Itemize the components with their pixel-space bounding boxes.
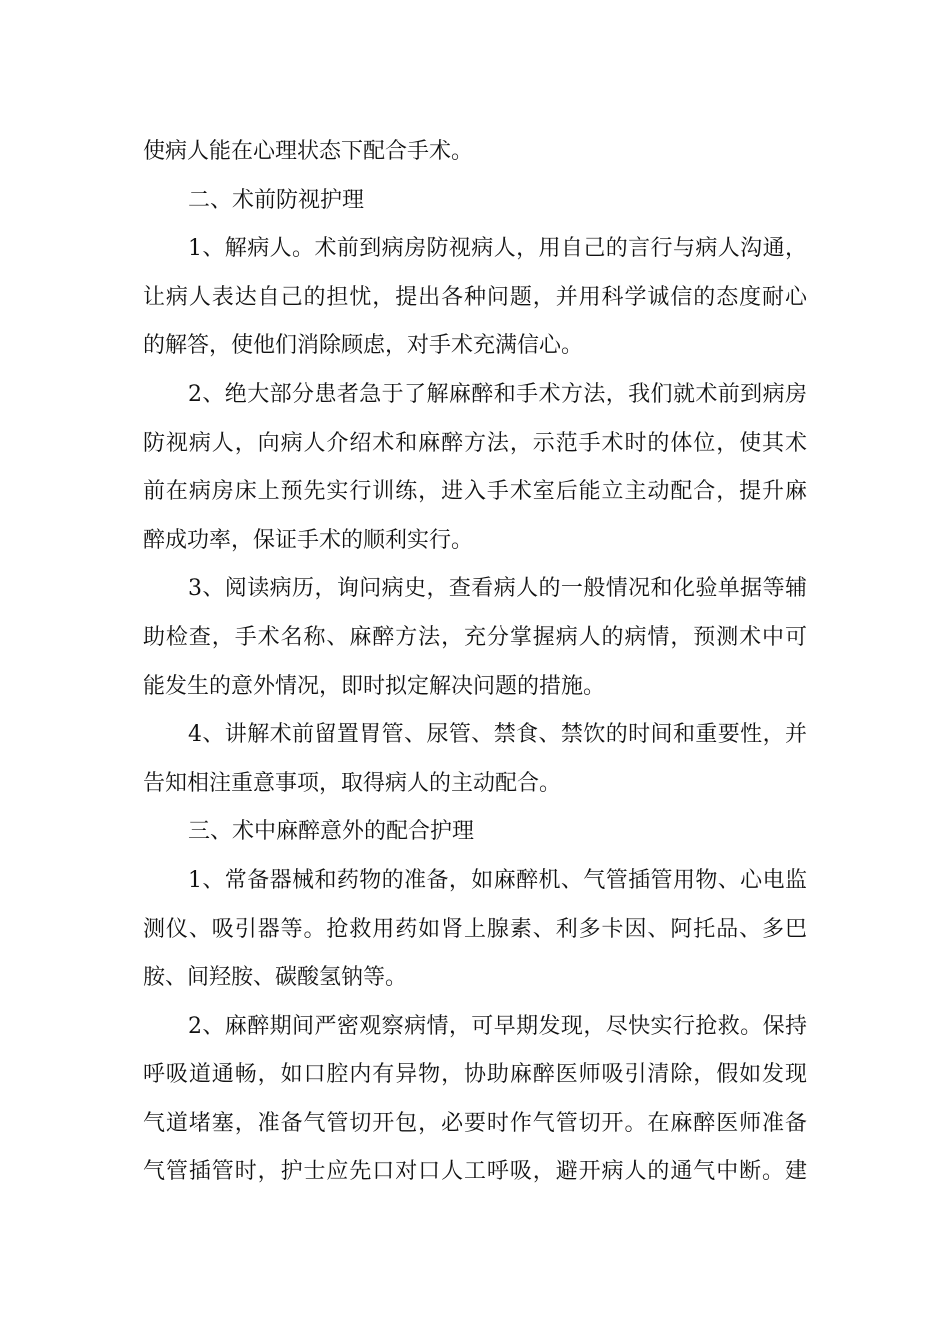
text-line: 4、讲解术前留置胃管、尿管、禁食、禁饮的时间和重要性，并 xyxy=(188,722,807,748)
text-line: 1、解病人。术前到病房防视病人，用自己的言行与病人沟通， xyxy=(188,236,807,262)
text-line: 2、麻醉期间严密观察病情，可早期发现，尽快实行抢救。保持 xyxy=(188,1013,807,1039)
text-line: 前在病房床上预先实行训练，进入手术室后能立主动配合，提升麻 xyxy=(143,479,807,505)
section-heading: 二、术前防视护理 xyxy=(188,187,365,213)
text-line: 防视病人，向病人介绍术和麻醉方法，示范手术时的体位，使其术 xyxy=(143,430,807,456)
text-line: 1、常备器械和药物的准备，如麻醉机、气管插管用物、心电监 xyxy=(188,867,807,893)
section-heading: 三、术中麻醉意外的配合护理 xyxy=(188,819,475,845)
text-line: 3、阅读病历，询问病史，查看病人的一般情况和化验单据等辅 xyxy=(188,576,807,602)
text-line: 胺、间羟胺、碳酸氢钠等。 xyxy=(143,965,408,991)
text-line: 气管插管时，护士应先口对口人工呼吸，避开病人的通气中断。建 xyxy=(143,1159,807,1185)
text-line: 让病人表达自己的担忧，提出各种问题，并用科学诚信的态度耐心 xyxy=(143,284,807,310)
text-line: 能发生的意外情况，即时拟定解决问题的措施。 xyxy=(143,673,606,699)
text-line: 气道堵塞，准备气管切开包，必要时作气管切开。在麻醉医师准备 xyxy=(143,1110,807,1136)
text-line: 醉成功率，保证手术的顺利实行。 xyxy=(143,527,474,553)
text-line: 告知相注重意事项，取得病人的主动配合。 xyxy=(143,770,562,796)
text-line: 2、绝大部分患者急于了解麻醉和手术方法，我们就术前到病房 xyxy=(188,381,807,407)
body-text xyxy=(143,128,807,1197)
text-line: 呼吸道通畅，如口腔内有异物，协助麻醉医师吸引清除，假如发现 xyxy=(143,1062,807,1088)
text-line: 助检查，手术名称、麻醉方法，充分掌握病人的病情，预测术中可 xyxy=(143,624,807,650)
text-line: 测仪、吸引器等。抢救用药如肾上腺素、利多卡因、阿托品、多巴 xyxy=(143,916,807,942)
text-line: 使病人能在心理状态下配合手术。 xyxy=(143,139,474,164)
text-line: 的解答，使他们消除顾虑，对手术充满信心。 xyxy=(143,333,584,359)
